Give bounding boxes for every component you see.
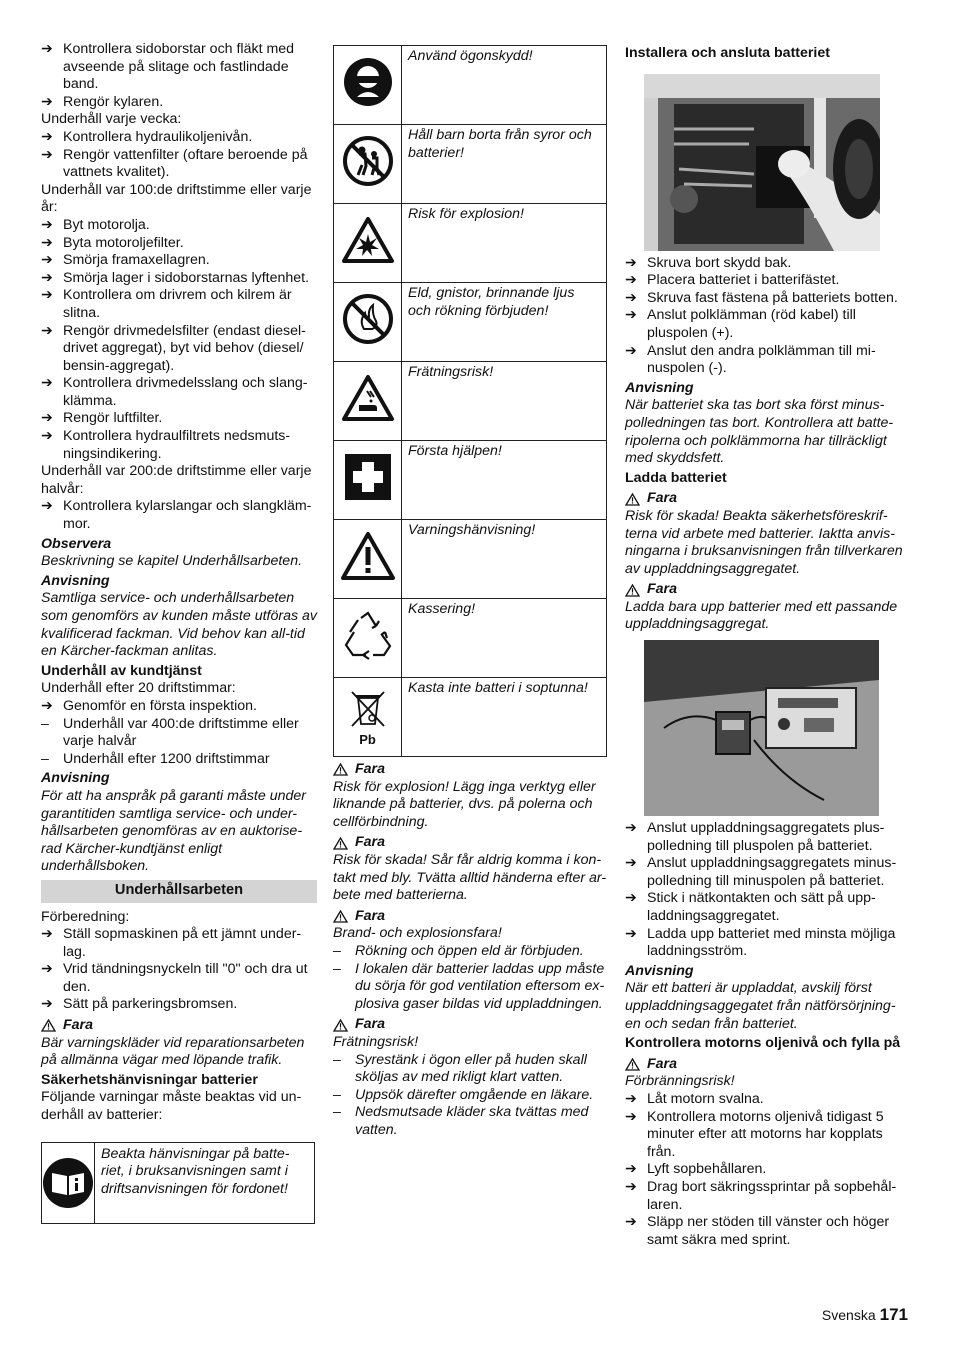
- symbol-row: [334, 441, 607, 520]
- item-text: Kontrollera motorns oljenivå tidigast 5 minuter efter att motorns har kopplats från.: [647, 1108, 884, 1160]
- battery-charger-photo: [644, 640, 879, 816]
- bullet-item: [41, 252, 317, 270]
- danger-label: Fara: [355, 1016, 385, 1033]
- info-box: [41, 1142, 315, 1224]
- dash-bullet-icon: –: [333, 1104, 341, 1121]
- symbol-label: Frätningsrisk!: [402, 362, 607, 441]
- symbol-subtext: Pb: [359, 732, 376, 748]
- arrow-bullet-icon: ➔: [41, 234, 53, 251]
- item-text: Kontrollera drivmedelsslang och slang-klämma.: [63, 375, 308, 409]
- item-text: Kontrollera om drivrem och kilrem är slitna.: [63, 287, 292, 321]
- keep-children-away-icon: [334, 125, 402, 204]
- arrow-bullet-icon: ➔: [41, 322, 53, 339]
- arrow-bullet-icon: ➔: [625, 1161, 637, 1178]
- arrow-bullet-icon: ➔: [625, 307, 637, 324]
- warning-triangle-icon: [333, 910, 348, 923]
- arrow-bullet-icon: ➔: [41, 287, 53, 304]
- explosion-risk-icon: [334, 204, 402, 283]
- note-text: Förbränningsrisk!: [625, 1073, 735, 1090]
- symbol-label: Kassering!: [402, 599, 607, 678]
- item-text: Skruva fast fästena på batteriets botten.: [647, 289, 898, 306]
- danger-heading: [333, 908, 609, 926]
- item-text: Genomför en första inspektion.: [63, 697, 257, 714]
- dash-bullet-icon: –: [41, 715, 49, 732]
- warning-triangle-icon: [333, 837, 348, 850]
- dash-item: [333, 943, 609, 961]
- item-text: Underhåll efter 1200 driftstimmar: [63, 750, 270, 767]
- symbol-row: [334, 599, 607, 678]
- paragraph: Förberedning:: [41, 908, 130, 925]
- symbol-row: [334, 362, 607, 441]
- arrow-bullet-icon: ➔: [625, 1178, 637, 1195]
- item-text: Rengör drivmedelsfilter (endast diesel-drivet aggregat), byt vid behov (diesel/ bensin-aggregat).: [63, 322, 306, 374]
- paragraph: Underhåll varje vecka:: [41, 111, 182, 128]
- no-fire-icon: [334, 283, 402, 362]
- item-text: Smörja lager i sidoborstarnas lyftenhet.: [63, 269, 310, 286]
- item-text: Anslut den andra polklämman till mi-nuspolen (-).: [647, 342, 876, 377]
- bullet-item: [625, 343, 905, 378]
- bullet-item: [41, 926, 317, 961]
- paragraph: Följande varningar måste beaktas vid un-derhåll av batterier:: [41, 1089, 302, 1124]
- item-text: Kontrollera kylarslangar och slangkläm-mor.: [63, 498, 312, 533]
- item-text: Placera batteriet i batterifästet.: [647, 272, 840, 289]
- bullet-item: [41, 129, 317, 147]
- eye-protection-icon: [334, 46, 402, 125]
- arrow-bullet-icon: ➔: [41, 375, 53, 392]
- arrow-bullet-icon: ➔: [625, 855, 637, 872]
- note-text: Risk för skada! Beakta säkerhetsföreskrif-terna vid arbete med batterier. Iakttа anvis-ningarna i bruksanvisningen från tillverkaren av uppladdningsaggregatet.: [625, 507, 903, 577]
- note-text: Samtliga service- och underhållsarbeten som genomförs av kunden måste utföras av kvalificerad fackman. Vid behov kan all-tid en Kärcher-fackman anlitas.: [41, 590, 318, 660]
- symbol-label: Risk för explosion!: [402, 204, 607, 283]
- danger-heading: [625, 490, 905, 508]
- subheading: Underhåll av kundtjänst: [41, 662, 202, 679]
- note-text: När ett batteri är uppladdat, avskilj först uppladdningsaggegatet från nätförsörjning-en och sedan från batteriet.: [625, 980, 896, 1032]
- bullet-item: [625, 1161, 905, 1179]
- bullet-item: [41, 270, 317, 288]
- item-text: Underhåll var 400:de driftstimme eller varje halvår: [63, 715, 299, 750]
- item-text: Sätt på parkeringsbromsen.: [63, 996, 238, 1013]
- item-text: I lokalen där batterier laddas upp måste du sörja för god ventilation eftersom ex-plosiva gaser bildas vid uppladdningen.: [355, 960, 605, 1012]
- bullet-item: [41, 217, 317, 235]
- symbol-row: [334, 678, 607, 757]
- danger-label: Fara: [63, 1017, 93, 1034]
- charging-steps: [625, 820, 905, 1249]
- subheading: Säkerhetshänvisningar batterier: [41, 1071, 258, 1088]
- preparation-list: [41, 909, 317, 1125]
- symbol-row: [334, 46, 607, 125]
- symbol-row: [334, 520, 607, 599]
- bullet-item: [41, 147, 317, 182]
- dash-item: [41, 716, 317, 751]
- arrow-bullet-icon: ➔: [625, 342, 637, 359]
- symbol-row: [334, 125, 607, 204]
- bullet-item: [41, 410, 317, 428]
- danger-label: Fara: [355, 761, 385, 777]
- arrow-bullet-icon: ➔: [41, 269, 53, 286]
- bullet-item: [625, 1179, 905, 1214]
- arrow-bullet-icon: ➔: [41, 146, 53, 163]
- arrow-bullet-icon: ➔: [41, 216, 53, 233]
- bullet-item: [625, 307, 905, 342]
- battery-install-photo: [644, 74, 880, 251]
- footer-language: Svenska: [821, 1307, 876, 1323]
- item-text: Rökning och öppen eld är förbjuden.: [355, 942, 584, 959]
- bullet-item: [625, 1214, 905, 1249]
- column-right: [625, 45, 905, 1249]
- arrow-bullet-icon: ➔: [625, 925, 637, 942]
- dash-bullet-icon: –: [333, 1051, 341, 1068]
- arrow-bullet-icon: ➔: [625, 1090, 637, 1107]
- bullet-item: [41, 428, 317, 463]
- item-text: Anslut polklämman (röd kabel) till pluspolen (+).: [647, 307, 856, 341]
- note-text: Frätningsrisk!: [333, 1033, 419, 1050]
- note-heading: Anvisning: [625, 379, 694, 396]
- column-left: [41, 41, 317, 1224]
- battery-warnings: [333, 761, 609, 1139]
- section-heading: Underhållsarbeten: [41, 880, 317, 903]
- arrow-bullet-icon: ➔: [41, 498, 53, 515]
- danger-label: Fara: [647, 581, 677, 598]
- bullet-item: [41, 498, 317, 533]
- bullet-item: [625, 855, 905, 890]
- arrow-bullet-icon: ➔: [41, 410, 53, 427]
- symbol-row: [334, 204, 607, 283]
- item-text: Skruva bort skydd bak.: [647, 254, 792, 271]
- safety-symbols-table: [333, 45, 607, 757]
- bullet-item: [625, 255, 905, 273]
- item-text: Anslut uppladdningsaggregatets plus-polledning till pluspolen på batteriet.: [647, 820, 885, 854]
- warning-triangle-icon: [333, 763, 348, 776]
- subheading: Kontrollera motorns oljenivå och fylla på: [625, 1035, 901, 1052]
- note-heading: Anvisning: [625, 962, 694, 979]
- note-text: Risk för explosion! Lägg inga verktyg eller liknande på batterier, dvs. på polerna och cellförbindning.: [333, 778, 596, 830]
- note-text: När batteriet ska tas bort ska först minus-polledningen tas bort. Kontrollera att batte-ripolerna och polklämmorna har tillräckligt med skyddsfett.: [625, 397, 894, 467]
- arrow-bullet-icon: ➔: [625, 272, 637, 289]
- dash-bullet-icon: –: [41, 750, 49, 767]
- item-text: Nedsmutsade kläder ska tvättas med vatten.: [355, 1104, 589, 1138]
- note-heading: Anvisning: [41, 572, 110, 589]
- symbol-label: Eld, gnistor, brinnande ljus och rökning förbjuden!: [402, 283, 607, 362]
- danger-label: Fara: [647, 1055, 677, 1072]
- install-steps: [625, 255, 905, 634]
- danger-heading: [41, 1017, 317, 1035]
- item-text: Kontrollera sidoborstar och fläkt med avseende på slitage och fastlindade band.: [63, 41, 295, 93]
- item-text: Rengör kylaren.: [63, 93, 164, 110]
- symbol-label: Använd ögonskydd!: [402, 46, 607, 125]
- recycling-icon: [334, 599, 402, 678]
- bullet-item: [625, 820, 905, 855]
- bullet-item: [41, 375, 317, 410]
- first-aid-icon: [334, 441, 402, 520]
- corrosive-icon: [334, 362, 402, 441]
- dash-bullet-icon: –: [333, 942, 341, 959]
- item-text: Stick i nätkontakten och sätt på upp-laddningsaggregatet.: [647, 890, 876, 925]
- dash-item: [41, 751, 317, 769]
- arrow-bullet-icon: ➔: [41, 93, 53, 110]
- danger-heading: [333, 834, 609, 852]
- arrow-bullet-icon: ➔: [41, 926, 53, 943]
- note-text: Risk för skada! Sår får aldrig komma i kon-takt med bly. Tvätta alltid händerna efter ar-bete med batterierna.: [333, 851, 607, 904]
- bullet-item: [41, 235, 317, 253]
- note-text: Beskrivning se kapitel Underhållsarbeten.: [41, 553, 303, 570]
- warning-icon: [334, 520, 402, 599]
- danger-heading: [625, 1056, 905, 1074]
- bullet-item: [625, 290, 905, 308]
- dash-item: [333, 1052, 609, 1087]
- maintenance-list: [41, 41, 317, 876]
- arrow-bullet-icon: ➔: [41, 128, 53, 145]
- item-text: Byt motorolja.: [63, 216, 150, 233]
- item-text: Vrid tändningsnyckeln till "0" och dra ut den.: [63, 961, 308, 995]
- arrow-bullet-icon: ➔: [41, 961, 53, 978]
- bullet-item: [625, 1109, 905, 1162]
- bullet-item: [41, 996, 317, 1014]
- symbol-row: [334, 283, 607, 362]
- bullet-item: [41, 41, 317, 94]
- note-text: Bär varningskläder vid reparationsarbeten på allmänna vägar med löpande trafik.: [41, 1034, 305, 1069]
- item-text: Anslut uppladdningsaggregatets minus-polledning till minuspolen på batteriet.: [647, 855, 897, 889]
- install-battery-heading: Installera och ansluta batteriet: [625, 45, 830, 61]
- warning-triangle-icon: [333, 1019, 348, 1032]
- arrow-bullet-icon: ➔: [41, 697, 53, 714]
- dash-bullet-icon: –: [333, 960, 341, 977]
- item-text: Ladda upp batteriet med minsta möjliga laddningsström.: [647, 925, 896, 960]
- arrow-bullet-icon: ➔: [41, 252, 53, 269]
- paragraph: Underhåll var 200:de driftstimme eller varje halvår:: [41, 463, 312, 497]
- symbol-label: Håll barn borta från syror och batterier!: [402, 125, 607, 204]
- warning-triangle-icon: [625, 584, 640, 597]
- dash-item: [333, 1087, 609, 1105]
- arrow-bullet-icon: ➔: [625, 254, 637, 271]
- item-text: Rengör luftfilter.: [63, 410, 163, 427]
- dash-item: [333, 961, 609, 1014]
- danger-heading: [333, 1016, 609, 1034]
- item-text: Kontrollera hydraulikoljenivån.: [63, 128, 253, 145]
- bullet-item: [41, 323, 317, 376]
- arrow-bullet-icon: ➔: [625, 1108, 637, 1125]
- item-text: Syrestänk i ögon eller på huden skall sköljas av med rikligt klart vatten.: [355, 1051, 587, 1086]
- item-text: Kontrollera hydraulfiltrets nedsmuts-ningsindikering.: [63, 428, 291, 462]
- manual-info-icon: [42, 1143, 95, 1223]
- arrow-bullet-icon: ➔: [41, 996, 53, 1013]
- item-text: Låt motorn svalna.: [647, 1090, 764, 1107]
- page-number: 171: [879, 1305, 908, 1324]
- bullet-item: [41, 287, 317, 322]
- arrow-bullet-icon: ➔: [625, 890, 637, 907]
- note-text: Brand- och explosionsfara!: [333, 925, 502, 942]
- item-text: Uppsök därefter omgående en läkare.: [355, 1086, 594, 1103]
- arrow-bullet-icon: ➔: [41, 428, 53, 445]
- item-text: Byta motoroljefilter.: [63, 234, 184, 251]
- danger-label: Fara: [355, 907, 385, 924]
- bullet-item: [625, 1091, 905, 1109]
- danger-heading: [625, 581, 905, 599]
- note-heading: Anvisning: [41, 770, 110, 787]
- info-text: Beakta hänvisningar på batte-riet, i bruksanvisningen samt i driftsanvisningen för fordonet!: [101, 1145, 290, 1197]
- item-text: Rengör vattenfilter (oftare beroende på vattnets kvalitet).: [63, 146, 308, 181]
- item-text: Släpp ner stöden till vänster och höger samt säkra med sprint.: [647, 1214, 890, 1248]
- bullet-item: [41, 94, 317, 112]
- item-text: Smörja framaxellagren.: [63, 252, 210, 269]
- arrow-bullet-icon: ➔: [625, 289, 637, 306]
- dash-bullet-icon: –: [333, 1086, 341, 1103]
- symbol-label: Första hjälpen!: [402, 441, 607, 520]
- symbol-label: Kasta inte batteri i soptunna!: [402, 678, 607, 757]
- subheading: Ladda batteriet: [625, 469, 727, 486]
- bullet-item: [625, 890, 905, 925]
- arrow-bullet-icon: ➔: [625, 1214, 637, 1231]
- danger-heading: [333, 761, 609, 779]
- bullet-item: [625, 272, 905, 290]
- item-text: Lyft sopbehållaren.: [647, 1161, 767, 1178]
- note-text: Ladda bara upp batterier med ett passande uppladdningsaggregat.: [625, 598, 898, 633]
- no-trash-bin-icon: [334, 678, 402, 757]
- danger-label: Fara: [355, 834, 385, 851]
- warning-triangle-icon: [41, 1019, 56, 1032]
- bullet-item: [625, 926, 905, 961]
- paragraph: Underhåll var 100:de driftstimme eller varje år:: [41, 181, 312, 216]
- page-footer: [808, 1306, 908, 1326]
- note-text: För att ha anspråk på garanti måste under garantitiden samtliga service- och under-hållsarbeten genomföras av en auktorise-rad Kärcher-kundtjänst enligt underhållsboken.: [41, 787, 306, 875]
- item-text: Drag bort säkringssprintar på sopbehål-laren.: [647, 1178, 897, 1213]
- warning-triangle-icon: [625, 493, 640, 506]
- warning-triangle-icon: [625, 1058, 640, 1071]
- bullet-item: [41, 961, 317, 996]
- arrow-bullet-icon: ➔: [41, 41, 53, 57]
- symbol-label: Varningshänvisning!: [402, 520, 607, 599]
- paragraph: Underhåll efter 20 driftstimmar:: [41, 680, 236, 697]
- dash-item: [333, 1104, 609, 1139]
- bullet-item: [41, 698, 317, 716]
- item-text: Ställ sopmaskinen på ett jämnt under-lag.: [63, 926, 302, 960]
- column-middle: [333, 45, 609, 1139]
- note-heading: Observera: [41, 535, 112, 552]
- arrow-bullet-icon: ➔: [625, 820, 637, 837]
- danger-label: Fara: [647, 490, 677, 507]
